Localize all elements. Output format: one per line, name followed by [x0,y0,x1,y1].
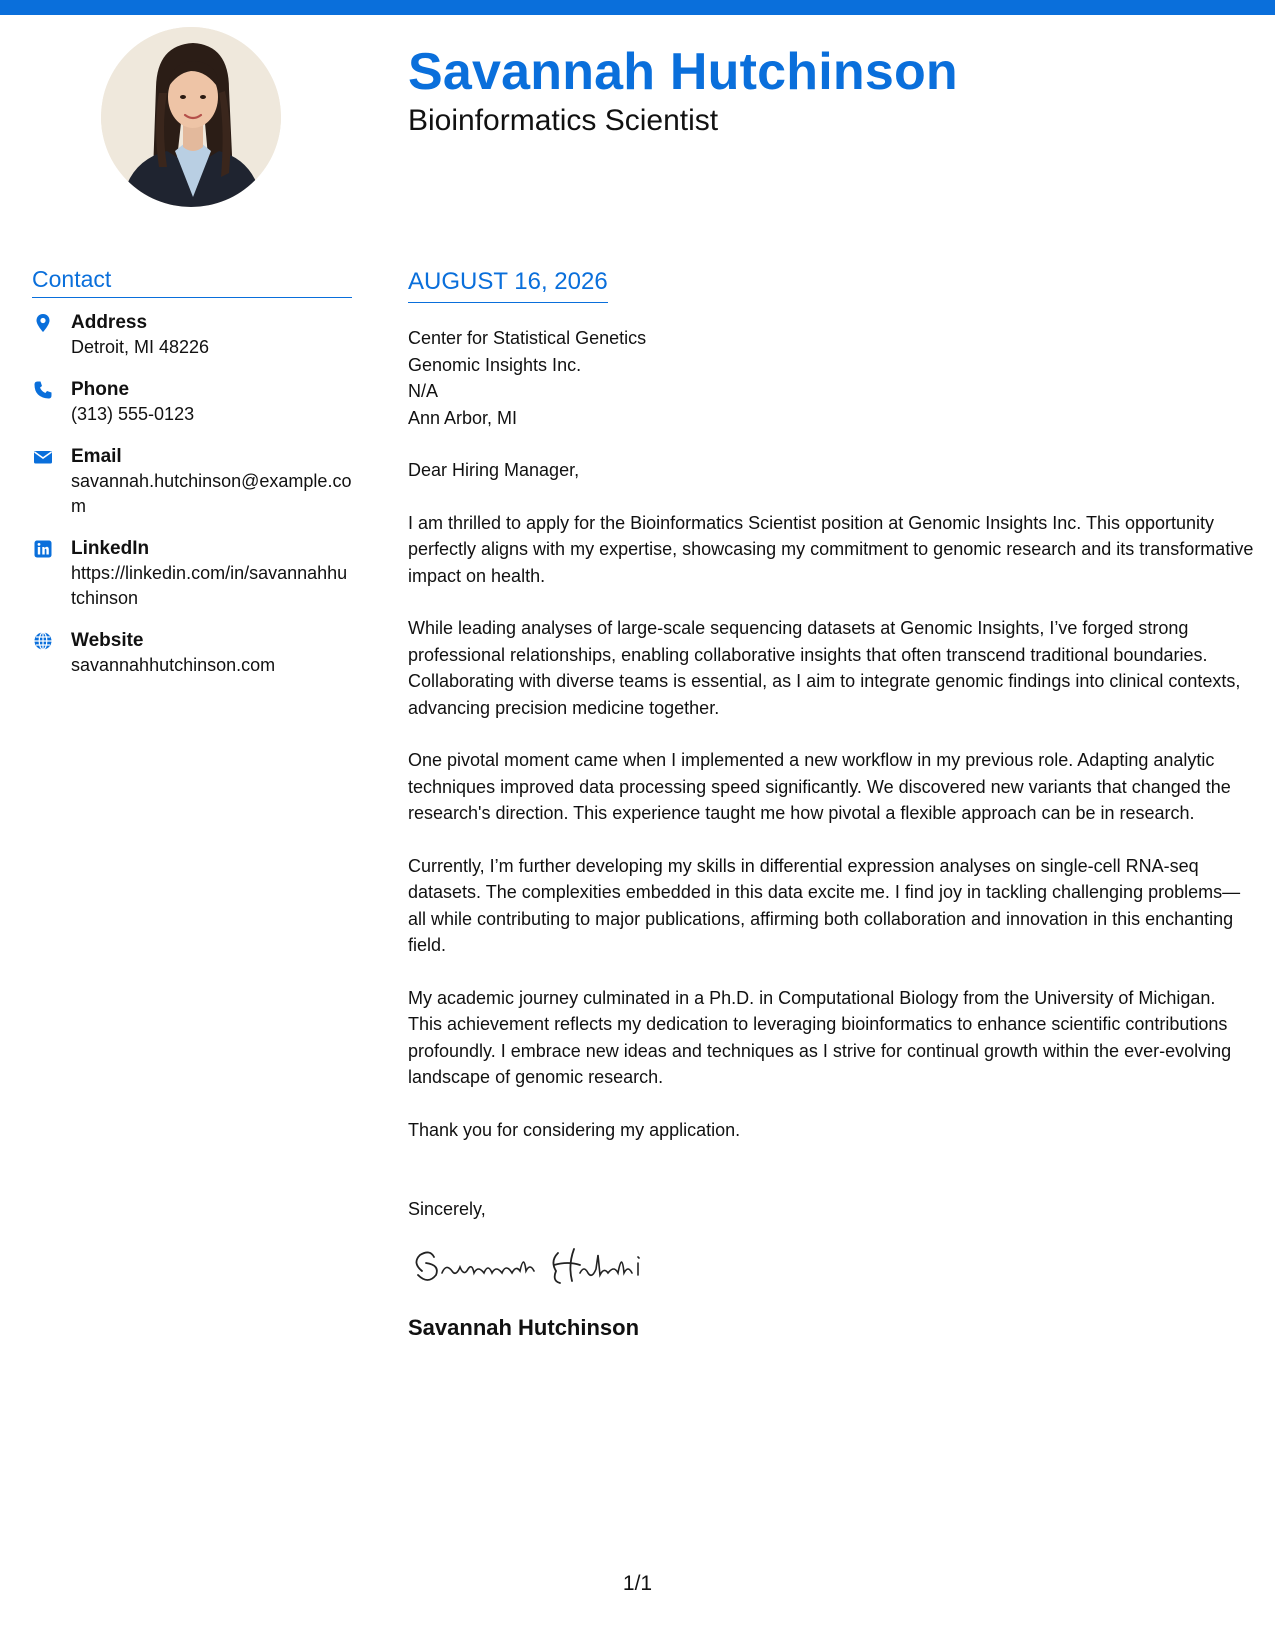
address-label: Address [71,312,148,333]
paragraph: One pivotal moment came when I implemented a new workflow in my previous role. Adapting analytic techniques improved data processing speed significantly. We discovered new variants that changed the research's direction. This experience taught me how pivotal a flexible approach can be in research. [408,750,1231,823]
website-label: Website [71,630,144,651]
globe-icon [33,631,53,651]
paragraph: My academic journey culminated in a Ph.D. in Computational Biology from the University of Michigan. This achievement reflects my dedication to leveraging bioinformatics to enhance scientific contributions profoundly. I embrace new ideas and techniques as I strive for continual growth within the ever-evolving landscape of genomic research. [408,987,1232,1087]
closing: Sincerely, [408,1199,486,1219]
phone-icon [33,380,53,400]
paragraph: Currently, I’m further developing my skills in differential expression analyses on single-cell RNA-seq datasets. The complexities embedded in this data excite me. I find joy in tackling challenging problems—all while contributing to major publications, affirming both collaboration and innovation in this enchanting field. [408,855,1241,955]
contact-heading: Contact [32,266,352,298]
phone-value: (313) 555-0123 [71,404,195,424]
profile-photo [101,27,281,207]
recipient-line: Ann Arbor, MI [408,407,518,428]
candidate-role: Bioinformatics Scientist [408,104,719,137]
contact-address [32,310,352,360]
page-number: 1/1 [622,1572,653,1595]
contact-website [32,628,352,678]
website-value[interactable]: savannahhutchinson.com [71,655,276,675]
contact-linkedin [32,536,352,611]
recipient-line: N/A [408,381,439,401]
contact-sidebar [32,266,352,695]
email-label: Email [71,446,122,467]
signed-name: Savannah Hutchinson [408,1314,640,1340]
salutation: Dear Hiring Manager, [408,460,580,480]
phone-label: Phone [71,379,130,400]
address-value: Detroit, MI 48226 [71,337,210,357]
handwritten-signature [408,1241,670,1289]
recipient-line: Genomic Insights Inc. [408,354,582,375]
paragraph: Thank you for considering my application. [408,1119,741,1140]
contact-phone [32,377,352,427]
linkedin-label: LinkedIn [71,538,150,559]
linkedin-value[interactable]: https://linkedin.com/in/savannahhutchinson [71,563,348,608]
location-pin-icon [33,313,53,333]
recipient-block [408,325,1254,431]
letter-body [408,268,1254,1341]
letter-date: AUGUST 16, 2026 [408,268,608,303]
linkedin-icon [33,539,53,559]
top-accent-bar [0,0,1275,15]
email-icon [33,447,53,467]
paragraph: I am thrilled to apply for the Bioinformatics Scientist position at Genomic Insights Inc. This opportunity perfectly aligns with my expertise, showcasing my commitment to genomic research and its transformative impact on health. [408,512,1254,586]
candidate-name: Savannah Hutchinson [408,43,958,101]
paragraph: While leading analyses of large-scale sequencing datasets at Genomic Insights, I’ve forged strong professional relationships, enabling collaborative insights that often transcend traditional boundaries. Collaborating with diverse teams is essential, as I aim to integrate genomic findings into clinical contexts, advancing precision medicine together. [408,618,1241,718]
email-value[interactable]: savannah.hutchinson@example.com [71,471,352,516]
recipient-line: Center for Statistical Genetics [408,328,647,348]
contact-email [32,444,352,519]
